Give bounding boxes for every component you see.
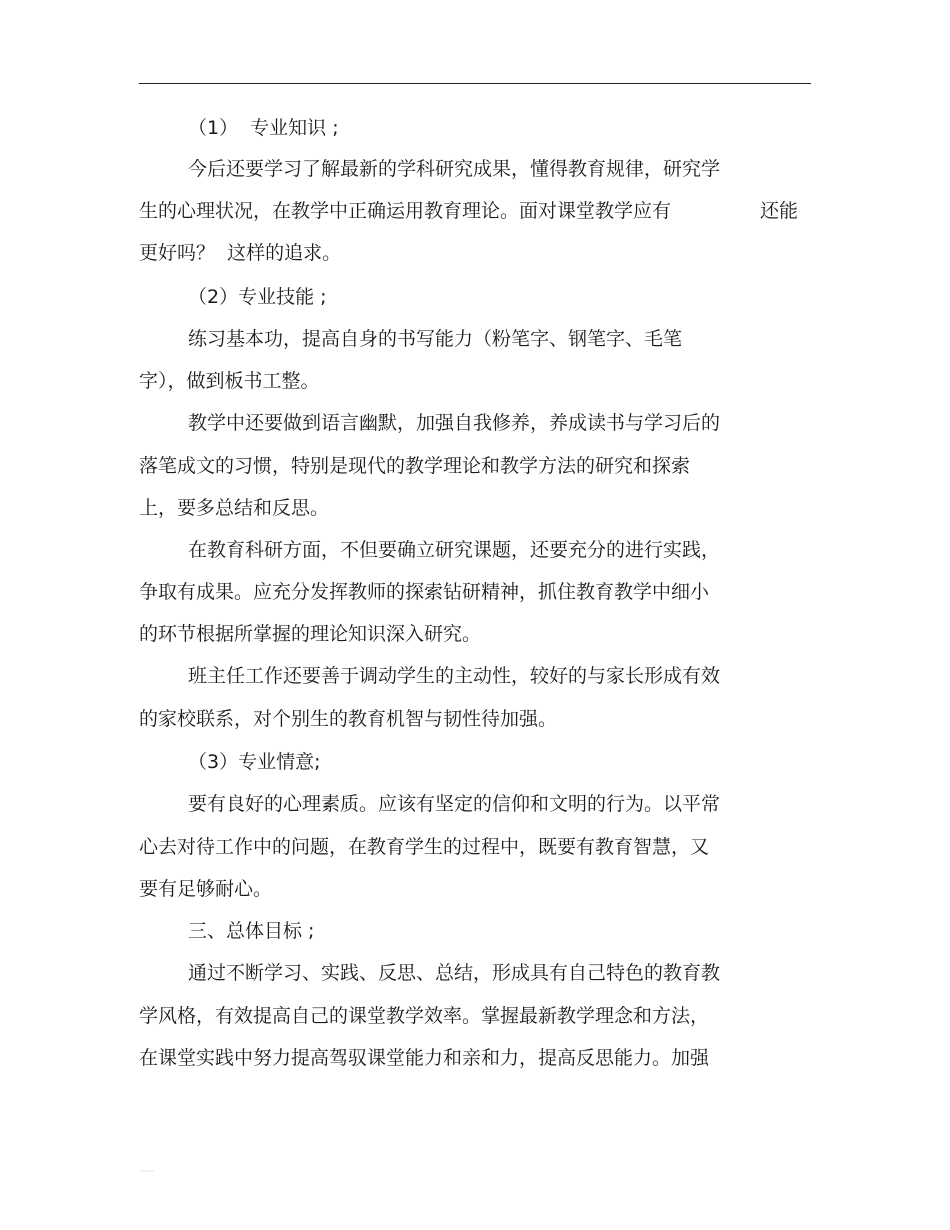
paragraph-line: 班主任工作还要善于调动学生的主动性，较好的与家长形成有效 (188, 665, 721, 687)
heading-professional-skills: （2）专业技能 ; (188, 286, 327, 308)
paragraph-line: 生的心理状况，在教学中正确运用教育理论。面对课堂教学应有 (139, 200, 672, 222)
paragraph-line: 今后还要学习了解最新的学科研究成果，懂得教育规律，研究学 (188, 158, 721, 180)
heading-professional-sentiment: （3）专业情意; (188, 751, 321, 773)
paragraph-line: 学风格，有效提高自己的课堂教学效率。掌握最新教学理念和方法， (139, 1005, 710, 1027)
paragraph-line: 在课堂实践中努力提高驾驭课堂能力和亲和力，提高反思能力。加强 (139, 1047, 710, 1069)
paragraph-line: 上，要多总结和反思。 (139, 497, 330, 519)
paragraph-line: 要有足够耐心。 (139, 878, 273, 900)
paragraph-line: 更好吗？ 这样的追求。 (139, 242, 342, 264)
paragraph-line: 的家校联系，对个别生的教育机智与韧性待加强。 (139, 708, 558, 730)
paragraph-line: 通过不断学习、实践、反思、总结，形成具有自己特色的教育教 (188, 962, 721, 984)
page-mark (140, 1170, 154, 1172)
paragraph-line: 要有良好的心理素质。应该有坚定的信仰和文明的行为。以平常 (188, 793, 721, 815)
paragraph-line: 在教育科研方面，不但要确立研究课题，还要充分的进行实践， (188, 539, 721, 561)
paragraph-line: 教学中还要做到语言幽默，加强自我修养，养成读书与学习后的 (188, 412, 721, 434)
paragraph-line: 还能 (760, 200, 799, 222)
heading-overall-goals: 三、总体目标 ; (188, 920, 315, 942)
paragraph-line: 字），做到板书工整。 (139, 370, 320, 392)
paragraph-line: 的环节根据所掌握的理论知识深入研究。 (139, 623, 482, 645)
paragraph-line: 心去对待工作中的问题，在教育学生的过程中，既要有教育智慧，又 (139, 836, 710, 858)
paragraph-line: 练习基本功，提高自身的书写能力（粉笔字、钢笔字、毛笔 (188, 328, 683, 350)
paragraph-line: 落笔成文的习惯，特别是现代的教学理论和教学方法的研究和探索 (139, 455, 691, 477)
header-rule (139, 83, 811, 84)
heading-professional-knowledge: （1） 专业知识 ; (188, 117, 339, 139)
paragraph-line: 争取有成果。应充分发挥教师的探索钻研精神，抓住教育教学中细小 (139, 581, 710, 603)
